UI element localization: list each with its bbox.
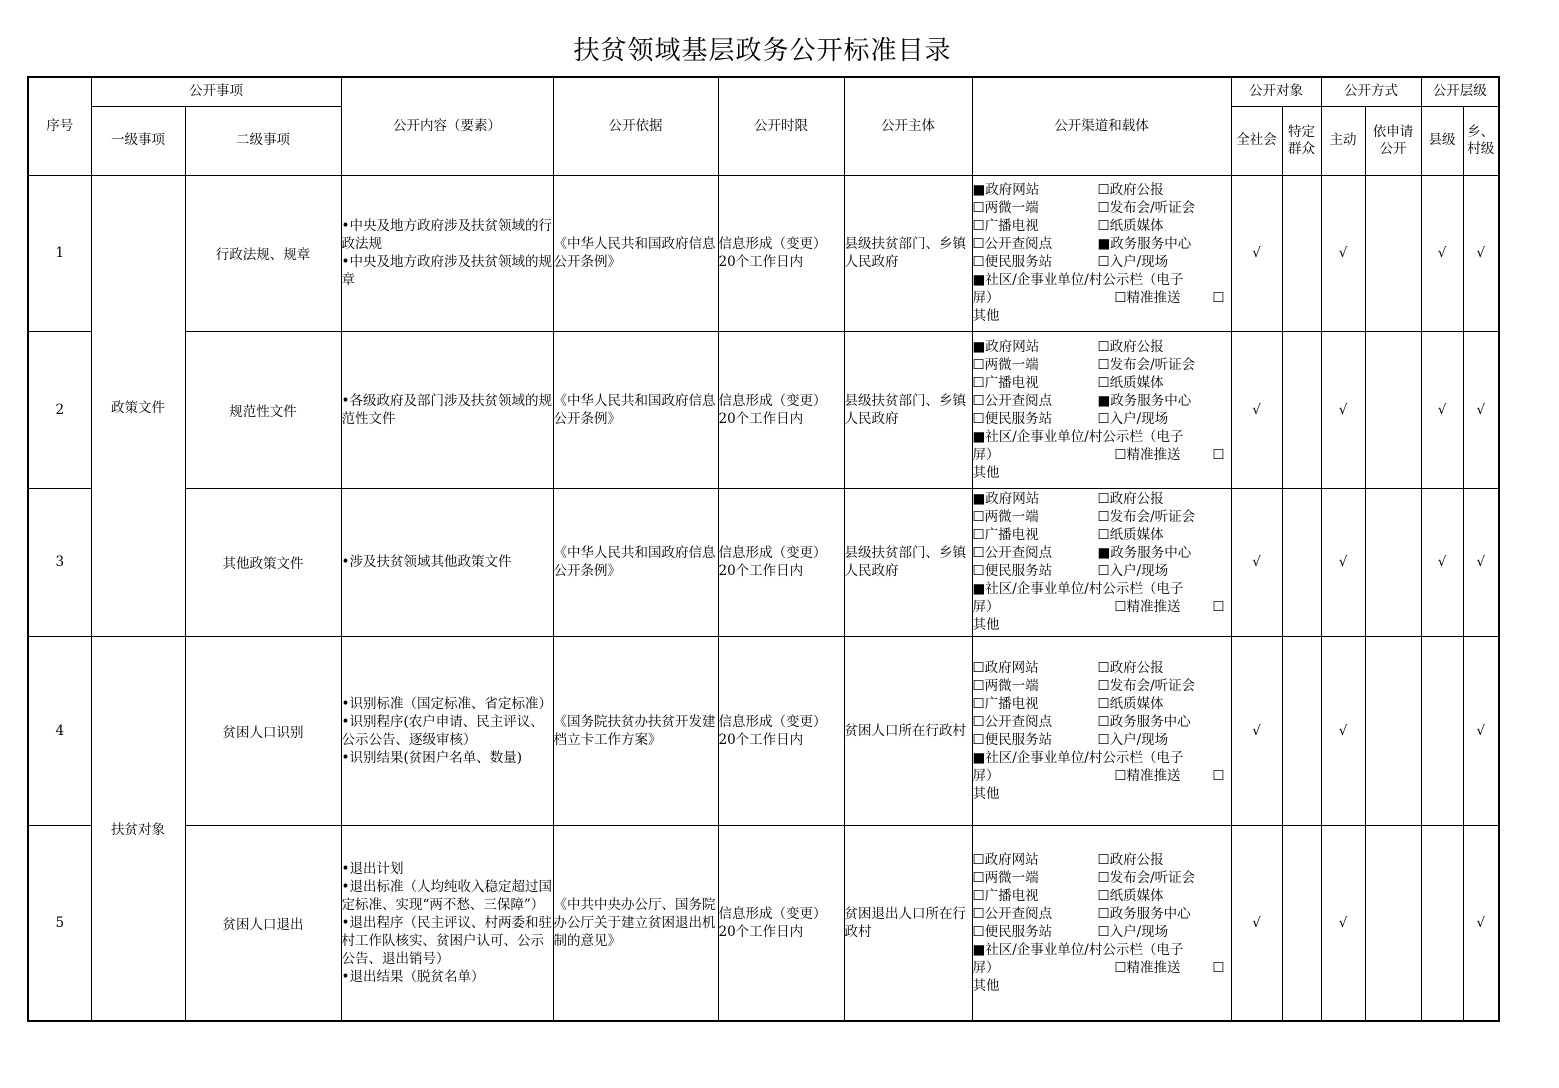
header-method-active: 主动	[1321, 106, 1365, 175]
channel-option: 屏）	[972, 767, 1000, 784]
row-level2: 行政法规、规章	[185, 175, 341, 331]
row-seq: 2	[28, 331, 91, 488]
row-channels	[972, 825, 1231, 1021]
table-row	[28, 825, 1499, 1021]
table-row	[28, 488, 1499, 636]
header-method-group: 公开方式	[1321, 77, 1421, 106]
channel-option: ☐两微一端	[972, 356, 1039, 373]
row-level2: 其他政策文件	[185, 488, 341, 636]
channel-option: ☐政府网站	[972, 851, 1039, 868]
channel-option: ■政府网站	[972, 491, 1040, 507]
row-level-village: √	[1463, 636, 1499, 825]
row-content	[341, 488, 553, 636]
channel-option: ■政务服务中心	[1097, 545, 1192, 561]
row-channels	[972, 488, 1231, 636]
channel-option: ☐便民服务站	[972, 410, 1053, 427]
content-item: •中央及地方政府涉及扶贫领域的行政法规	[341, 218, 552, 252]
row-method-apply	[1365, 636, 1421, 825]
channel-option: ☐精准推送	[1114, 446, 1181, 463]
row-subject: 县级扶贫部门、乡镇人民政府	[844, 488, 972, 636]
row-level-county	[1421, 825, 1463, 1021]
header-level2: 二级事项	[185, 106, 341, 175]
row-subject: 县级扶贫部门、乡镇人民政府	[844, 331, 972, 488]
channel-option: ☐精准推送	[1114, 959, 1181, 976]
channel-option: ☐广播电视	[972, 887, 1039, 904]
channel-option: 屏）	[972, 446, 1000, 463]
channel-option: 其他	[972, 464, 1000, 481]
row-channels	[972, 636, 1231, 825]
channel-option: ☐政府公报	[1097, 338, 1164, 355]
channel-option: 屏）	[972, 599, 1000, 615]
channel-option: ☐政府公报	[1097, 491, 1164, 507]
row-level-village: √	[1463, 488, 1499, 636]
channel-option: ☐便民服务站	[972, 731, 1053, 748]
channel-option: ☐精准推送	[1114, 599, 1181, 615]
table-row	[28, 636, 1499, 825]
row-level-county	[1421, 636, 1463, 825]
channel-option: ☐公开查阅点	[972, 392, 1053, 409]
row-subject: 县级扶贫部门、乡镇人民政府	[844, 175, 972, 331]
row-time-limit: 信息形成（变更）20个工作日内	[718, 175, 844, 331]
channel-option: 其他	[972, 308, 1000, 324]
row-basis: 《中华人民共和国政府信息公开条例》	[553, 331, 718, 488]
row-target-all: √	[1231, 825, 1282, 1021]
channel-option: ☐发布会/听证会	[1097, 869, 1196, 886]
channel-option: 其他	[972, 977, 1000, 994]
row-level1: 政策文件	[91, 175, 185, 636]
channel-option: ☐发布会/听证会	[1097, 509, 1196, 525]
channel-option: ☐发布会/听证会	[1097, 356, 1196, 373]
row-basis: 《中共中央办公厅、国务院办公厅关于建立贫困退出机制的意见》	[553, 825, 718, 1021]
channel-option: ☐纸质媒体	[1097, 218, 1164, 234]
table-row	[28, 331, 1499, 488]
row-time-limit: 信息形成（变更）20个工作日内	[718, 825, 844, 1021]
row-level-county: √	[1421, 331, 1463, 488]
channel-option: ☐政务服务中心	[1097, 713, 1191, 730]
header-subject: 公开主体	[844, 77, 972, 175]
row-target-specific	[1282, 488, 1321, 636]
row-method-active: √	[1321, 488, 1365, 636]
content-item: •退出标准（人均纯收入稳定超过国定标准、实现“两不愁、三保障”）	[341, 878, 552, 913]
channel-option: ☐入户/现场	[1097, 410, 1169, 427]
row-subject: 贫困人口所在行政村	[844, 636, 972, 825]
row-seq: 1	[28, 175, 91, 331]
channel-option: ☐	[1212, 446, 1225, 463]
row-target-all: √	[1231, 175, 1282, 331]
content-item: •识别结果(贫困户名单、数量)	[341, 749, 522, 766]
content-item: •识别标准（国定标准、省定标准）	[341, 695, 552, 712]
content-item: •识别程序(农户申请、民主评议、公示公告、逐级审核）	[341, 713, 544, 748]
channel-option: ■社区/企事业单位/村公示栏（电子	[972, 272, 1184, 288]
row-method-active: √	[1321, 175, 1365, 331]
channel-option: ☐入户/现场	[1097, 923, 1169, 940]
channel-option: ☐政府公报	[1097, 182, 1164, 198]
row-level1: 扶贫对象	[91, 636, 185, 1021]
header-level-group: 公开层级	[1421, 77, 1499, 106]
row-channels	[972, 175, 1231, 331]
channel-option: ☐两微一端	[972, 677, 1039, 694]
channel-option: ☐纸质媒体	[1097, 887, 1164, 904]
content-item: •各级政府及部门涉及扶贫领域的规范性文件	[341, 392, 552, 427]
channel-option: ☐公开查阅点	[972, 905, 1053, 922]
channel-option: ■政务服务中心	[1097, 392, 1192, 409]
page-title: 扶贫领域基层政务公开标准目录	[573, 36, 952, 66]
row-level2: 贫困人口识别	[185, 636, 341, 825]
channel-option: ☐精准推送	[1114, 290, 1181, 306]
channel-option: ☐便民服务站	[972, 923, 1053, 940]
header-time-limit: 公开时限	[718, 77, 844, 175]
channel-option: ■政府网站	[972, 338, 1040, 355]
channel-option: ☐入户/现场	[1097, 563, 1169, 579]
row-time-limit: 信息形成（变更）20个工作日内	[718, 488, 844, 636]
header-level-village: 乡、村级	[1463, 106, 1499, 175]
row-method-active: √	[1321, 331, 1365, 488]
disclosure-catalog-table	[27, 76, 1500, 1022]
content-item: •退出结果（脱贫名单）	[341, 968, 485, 985]
header-target-all: 全社会	[1231, 106, 1282, 175]
channel-option: ■社区/企事业单位/村公示栏（电子	[972, 428, 1184, 445]
table-row	[28, 175, 1499, 331]
header-seq: 序号	[28, 77, 91, 175]
row-target-all: √	[1231, 331, 1282, 488]
header-basis: 公开依据	[553, 77, 718, 175]
row-seq: 4	[28, 636, 91, 825]
header-matter-group: 公开事项	[91, 77, 341, 106]
channel-option: ☐	[1212, 599, 1225, 615]
row-basis: 《中华人民共和国政府信息公开条例》	[553, 488, 718, 636]
row-time-limit: 信息形成（变更）20个工作日内	[718, 636, 844, 825]
content-item: •退出计划	[341, 860, 404, 877]
channel-option: ☐广播电视	[972, 374, 1039, 391]
header-method-apply: 依申请公开	[1365, 106, 1421, 175]
channel-option: ☐入户/现场	[1097, 254, 1169, 270]
channel-option: ☐政府公报	[1097, 851, 1164, 868]
header-channel: 公开渠道和载体	[972, 77, 1231, 175]
channel-option: ☐入户/现场	[1097, 731, 1169, 748]
channel-option: ☐发布会/听证会	[1097, 677, 1196, 694]
channel-option: 其他	[972, 617, 1000, 633]
channel-option: ☐纸质媒体	[1097, 374, 1164, 391]
channel-option: ☐	[1212, 290, 1225, 306]
row-level-county: √	[1421, 488, 1463, 636]
channel-option: ■社区/企事业单位/村公示栏（电子	[972, 749, 1184, 766]
content-item: •中央及地方政府涉及扶贫领域的规章	[341, 254, 552, 288]
row-subject: 贫困退出人口所在行政村	[844, 825, 972, 1021]
channel-option: ■社区/企事业单位/村公示栏（电子	[972, 581, 1184, 597]
channel-option: ☐便民服务站	[972, 254, 1053, 270]
row-level2: 规范性文件	[185, 331, 341, 488]
row-channels	[972, 331, 1231, 488]
channel-option: 屏）	[972, 959, 1000, 976]
row-seq: 3	[28, 488, 91, 636]
row-target-specific	[1282, 825, 1321, 1021]
channel-option: ☐广播电视	[972, 218, 1039, 234]
channel-option: ☐政府网站	[972, 659, 1039, 676]
row-level-village: √	[1463, 175, 1499, 331]
row-basis: 《国务院扶贫办扶贫开发建档立卡工作方案》	[553, 636, 718, 825]
header-target-specific: 特定群众	[1282, 106, 1321, 175]
channel-option: ☐两微一端	[972, 509, 1039, 525]
channel-option: ☐广播电视	[972, 527, 1039, 543]
channel-option: ☐	[1212, 767, 1225, 784]
header-level-county: 县级	[1421, 106, 1463, 175]
row-method-apply	[1365, 488, 1421, 636]
content-item: •涉及扶贫领域其他政策文件	[341, 554, 512, 570]
row-method-active: √	[1321, 825, 1365, 1021]
channel-option: ☐公开查阅点	[972, 236, 1053, 252]
row-target-specific	[1282, 175, 1321, 331]
channel-option: ■社区/企事业单位/村公示栏（电子	[972, 941, 1184, 958]
row-content	[341, 331, 553, 488]
row-target-all: √	[1231, 488, 1282, 636]
row-target-specific	[1282, 331, 1321, 488]
row-method-apply	[1365, 331, 1421, 488]
channel-option: ☐便民服务站	[972, 563, 1053, 579]
row-method-apply	[1365, 825, 1421, 1021]
row-method-active: √	[1321, 636, 1365, 825]
channel-option: ☐纸质媒体	[1097, 695, 1164, 712]
header-level1: 一级事项	[91, 106, 185, 175]
channel-option: ☐两微一端	[972, 200, 1039, 216]
channel-option: ☐纸质媒体	[1097, 527, 1164, 543]
channel-option: ☐广播电视	[972, 695, 1039, 712]
content-item: •退出程序（民主评议、村两委和驻村工作队核实、贫困户认可、公示公告、退出销号）	[341, 914, 552, 967]
row-level-village: √	[1463, 825, 1499, 1021]
row-content	[341, 636, 553, 825]
row-seq: 5	[28, 825, 91, 1021]
row-basis: 《中华人民共和国政府信息公开条例》	[553, 175, 718, 331]
row-target-specific	[1282, 636, 1321, 825]
channel-option: ☐公开查阅点	[972, 545, 1053, 561]
channel-option: ☐公开查阅点	[972, 713, 1053, 730]
channel-option: ☐精准推送	[1114, 767, 1181, 784]
channel-option: ☐两微一端	[972, 869, 1039, 886]
row-level-county: √	[1421, 175, 1463, 331]
channel-option: ☐政务服务中心	[1097, 905, 1191, 922]
row-target-all: √	[1231, 636, 1282, 825]
row-level-village: √	[1463, 331, 1499, 488]
channel-option: ■政务服务中心	[1097, 236, 1192, 252]
channel-option: 其他	[972, 785, 1000, 802]
header-content: 公开内容（要素）	[341, 77, 553, 175]
row-method-apply	[1365, 175, 1421, 331]
row-level2: 贫困人口退出	[185, 825, 341, 1021]
channel-option: ☐发布会/听证会	[1097, 200, 1196, 216]
row-content	[341, 825, 553, 1021]
channel-option: 屏）	[972, 290, 1000, 306]
row-time-limit: 信息形成（变更）20个工作日内	[718, 331, 844, 488]
header-target-group: 公开对象	[1231, 77, 1321, 106]
channel-option: ☐	[1212, 959, 1225, 976]
channel-option: ☐政府公报	[1097, 659, 1164, 676]
channel-option: ■政府网站	[972, 182, 1040, 198]
row-content	[341, 175, 553, 331]
